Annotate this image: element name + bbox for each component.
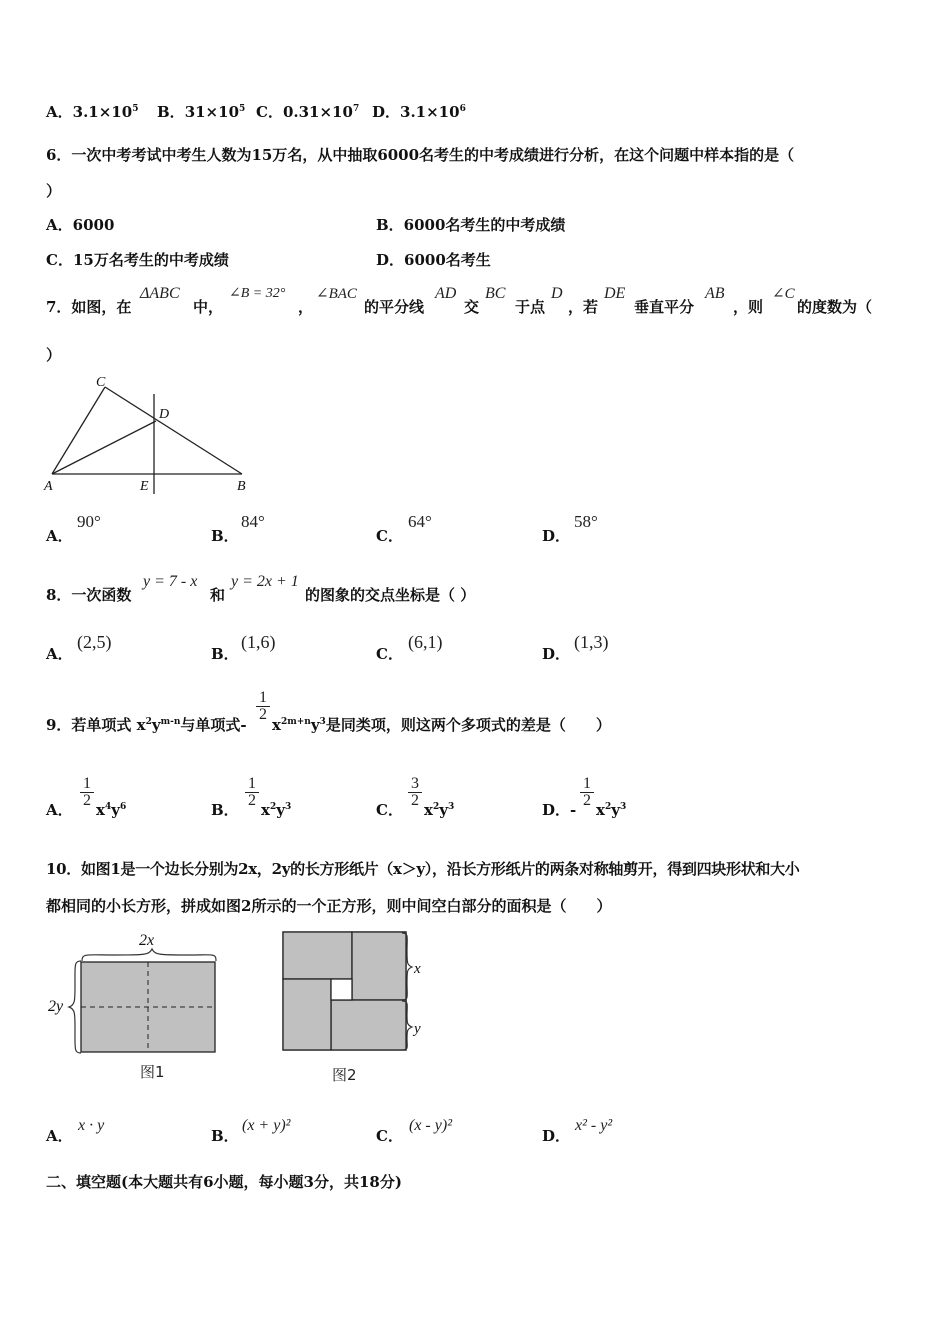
- q7-option-a-label: A．: [46, 527, 73, 545]
- fig2-piece-top-right: [352, 932, 406, 1000]
- q9-option-d-label: D．: [542, 801, 571, 819]
- q7-math-angle-bac: ∠BAC: [316, 286, 357, 302]
- q7-text-3: ，: [298, 298, 314, 316]
- q7-math-ab: AB: [705, 285, 725, 302]
- fig2-piece-top-left: [283, 932, 352, 979]
- q8-option-b-value: (1,6): [241, 632, 276, 652]
- q10-option-c-value: (x - y)²: [409, 1117, 452, 1134]
- q10-option-d-value: x² - y²: [575, 1117, 613, 1134]
- segment-cb: [105, 387, 242, 474]
- q8-math-1: y = 7 - x: [143, 573, 198, 590]
- q6-option-b: B．6000名考生的中考成绩: [376, 216, 566, 234]
- q6-stem: 6．一次中考考试中考生人数为15万名，从中抽取6000名考生的中考成绩进行分析，在这个问题中样本指的是（: [46, 146, 795, 164]
- point-label-a: A: [44, 479, 53, 494]
- q7-math-abc: ΔABC: [140, 285, 180, 302]
- point-label-b: B: [237, 479, 246, 494]
- q10-stem-line2: 都相同的小长方形，拼成如图2所示的一个正方形，则中间空白部分的面积是（ ）: [46, 897, 612, 915]
- q7-option-a-value: 90°: [77, 512, 101, 531]
- q7-text-8: 垂直平分: [634, 298, 695, 316]
- q7-text-2: 中，: [193, 298, 224, 316]
- q9-option-b-label: B．: [211, 801, 239, 819]
- q7-text-7: ，若: [568, 298, 599, 316]
- q9-option-d-sign: -: [570, 801, 577, 819]
- q10-option-b-value: (x + y)²: [242, 1117, 291, 1134]
- q6-option-d: D．6000名考生: [376, 251, 491, 269]
- q9-option-b-term: $x^2y^3$: [261, 801, 292, 819]
- q7-text-5: 交: [464, 298, 480, 316]
- q8-option-b-label: B．: [211, 645, 239, 663]
- q5-option-d: D．$3.1\times 10^6$: [372, 103, 466, 121]
- q10-option-b-label: B．: [211, 1127, 239, 1145]
- q7-math-bc: BC: [485, 285, 506, 302]
- q9-text-1: 9．若单项式 $x^2y^{m-n}$与单项式-: [46, 716, 247, 734]
- q7-math-angle-c: ∠C: [772, 286, 795, 302]
- q10-option-a-value: x · y: [78, 1117, 105, 1134]
- fig1-label-2y: 2y: [48, 998, 64, 1015]
- fig1-left-brace: [69, 961, 81, 1053]
- fig2-caption: 图2: [332, 1066, 357, 1084]
- fig2-label-y: y: [414, 1021, 421, 1037]
- q7-math-ad: AD: [435, 285, 457, 302]
- q7-stem-end: ）: [46, 346, 62, 364]
- q5-option-c: C．$0.31\times 10^7$: [256, 103, 360, 121]
- q9-option-a-label: A．: [46, 801, 73, 819]
- q9-option-b-fraction: $\frac{1}{2}$: [245, 776, 259, 809]
- q9-option-a-fraction: $\frac{1}{2}$: [80, 776, 94, 809]
- q9-option-c-label: C．: [376, 801, 403, 819]
- q8-option-c-value: (6,1): [408, 632, 443, 652]
- q7-option-d-label: D．: [542, 527, 571, 545]
- q9-option-a-term: $x^4y^6$: [96, 801, 127, 819]
- fig1-caption: 图1: [140, 1063, 165, 1081]
- q7-math-angle-b: ∠B = 32°: [229, 286, 286, 301]
- q8-math-2: y = 2x + 1: [231, 573, 299, 590]
- q10-option-d-label: D．: [542, 1127, 571, 1145]
- q7-math-d: D: [551, 285, 563, 302]
- q10-figure-1: [44, 925, 224, 1090]
- fig2-label-x: x: [414, 961, 421, 977]
- q7-text-6: 于点: [515, 298, 546, 316]
- q8-option-a-label: A．: [46, 645, 73, 663]
- q8-option-d-value: (1,3): [574, 632, 609, 652]
- q10-figure-2: [278, 925, 428, 1090]
- q7-option-d-value: 58°: [574, 512, 598, 531]
- q8-option-d-label: D．: [542, 645, 571, 663]
- q10-option-c-label: C．: [376, 1127, 403, 1145]
- q7-text-4: 的平分线: [364, 298, 425, 316]
- q9-fraction: $\frac{1}{2}$: [256, 690, 270, 723]
- fig2-piece-bottom-left: [283, 979, 331, 1050]
- section-2-heading: 二、填空题(本大题共有6小题，每小题3分，共18分): [46, 1173, 402, 1191]
- q7-option-c-label: C．: [376, 527, 403, 545]
- q8-text-2: 和: [210, 586, 226, 604]
- q6-option-c: C．15万名考生的中考成绩: [46, 251, 229, 269]
- q7-math-de: DE: [604, 285, 626, 302]
- q8-text-3: 的图象的交点坐标是（ ）: [305, 586, 476, 604]
- q9-text-2: $x^{2m+n}y^3$是同类项，则这两个多项式的差是（ ）: [272, 716, 611, 734]
- q5-option-b: B．$31\times 10^5$: [157, 103, 246, 121]
- q7-text-1: 7．如图，在: [46, 298, 132, 316]
- point-label-c: C: [96, 375, 106, 390]
- q10-stem-line1: 10．如图1是一个边长分别为2x，2y的长方形纸片（x＞y），沿长方形纸片的两条对称轴剪开，得到四块形状和大小: [46, 860, 800, 878]
- q6-stem-end: ）: [46, 182, 62, 200]
- q8-text-1: 8．一次函数: [46, 586, 132, 604]
- q10-option-a-label: A．: [46, 1127, 73, 1145]
- q5-option-a: A．$3.1\times 10^5$: [46, 103, 139, 121]
- q7-text-9: ，则: [733, 298, 764, 316]
- fig2-piece-bottom-right: [331, 1000, 406, 1050]
- q9-option-d-term: $x^2y^3$: [596, 801, 627, 819]
- point-label-e: E: [140, 479, 149, 494]
- q8-option-a-value: (2,5): [77, 632, 112, 652]
- q6-option-a: A．6000: [46, 216, 115, 234]
- q9-option-c-fraction: $\frac{3}{2}$: [408, 776, 422, 809]
- q7-option-c-value: 64°: [408, 512, 432, 531]
- q7-option-b-label: B．: [211, 527, 239, 545]
- fig2-center-blank: [331, 979, 352, 1000]
- q9-option-c-term: $x^2y^3$: [424, 801, 455, 819]
- q7-text-10: 的度数为（: [797, 298, 873, 316]
- q8-option-c-label: C．: [376, 645, 403, 663]
- q9-option-d-fraction: $\frac{1}{2}$: [580, 776, 594, 809]
- q7-option-b-value: 84°: [241, 512, 265, 531]
- fig1-top-brace: [82, 949, 216, 961]
- fig1-label-2x: 2x: [139, 932, 155, 949]
- q7-triangle-figure: [40, 372, 260, 502]
- point-label-d: D: [159, 407, 170, 422]
